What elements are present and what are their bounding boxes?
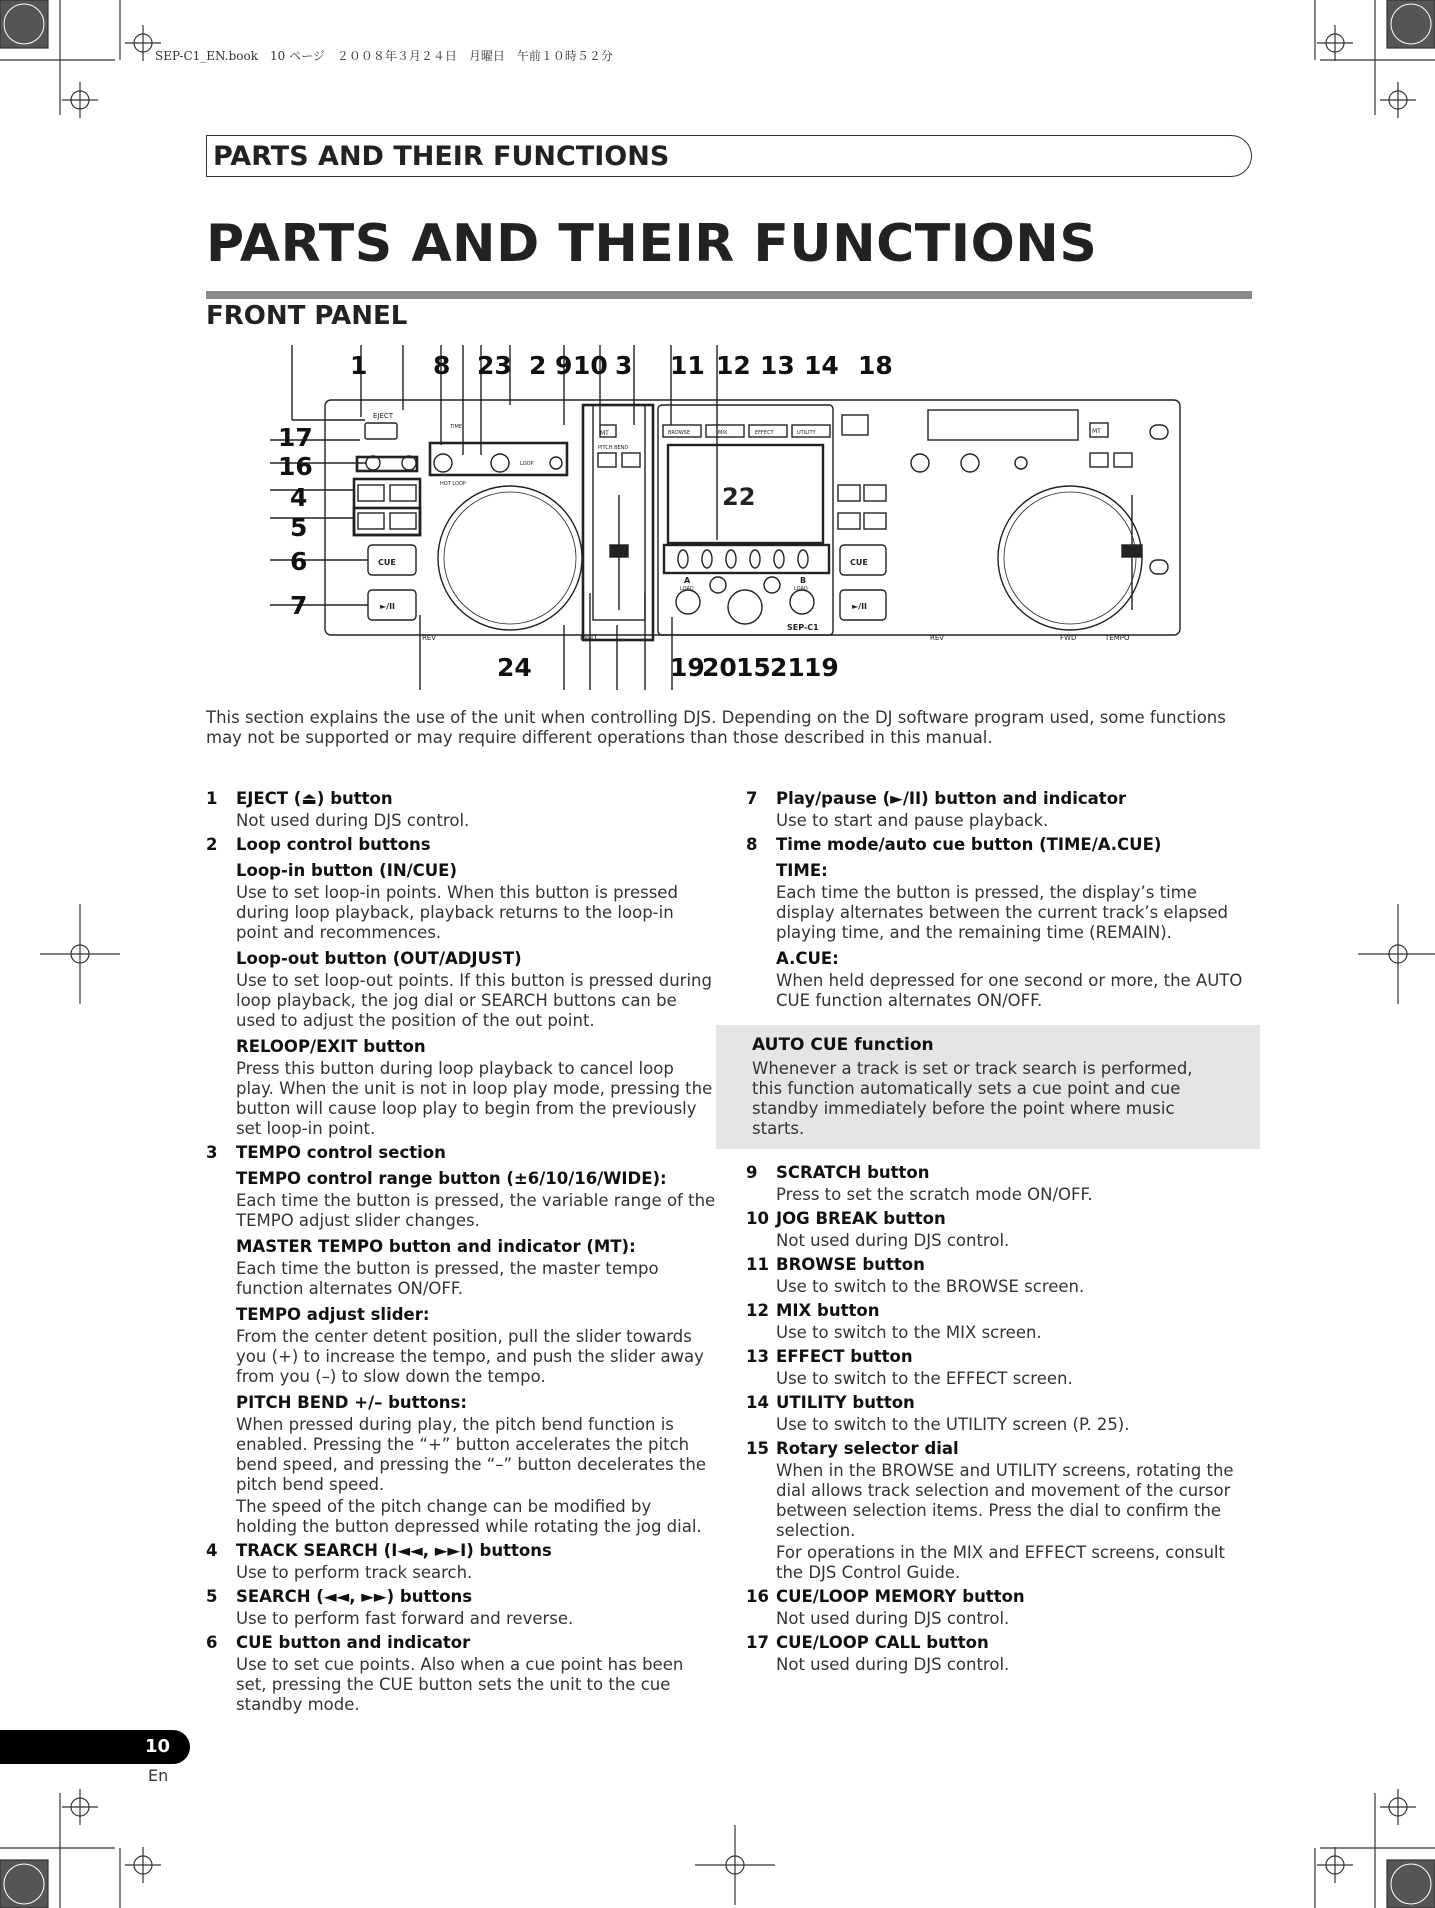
item-16 [746,1587,1254,1629]
item-title: TEMPO control section [236,1143,446,1162]
label-mt-left: MT [600,430,609,437]
callout-17: 17 [278,423,313,452]
item-body: Use to set cue points. Also when a cue point has been set, pressing the CUE button sets the unit to the cue standby mode. [236,1655,684,1714]
item-10 [746,1209,1254,1251]
item-subheading: Loop-out button (OUT/ADJUST) [236,949,522,968]
item-subheading: RELOOP/EXIT button [236,1037,426,1056]
label-rev-right: REV [930,634,945,642]
item-title: SEARCH (◄◄, ►►) buttons [236,1587,473,1606]
item-subheading: PITCH BEND +/– buttons: [236,1393,467,1412]
label-eject: EJECT [373,412,394,420]
item-body: Use to switch to the EFFECT screen. [776,1369,1073,1388]
intro-paragraph: This section explains the use of the unit when controlling DJS. Depending on the DJ software program used, some functions may not be supported or may require different operations than those described in this manual. [206,708,1226,747]
item-body: Not used during DJS control. [776,1609,1010,1628]
item-6 [206,1633,716,1715]
label-b: B [800,576,807,585]
item-title: MIX button [776,1301,880,1320]
item-subtext: Each time the button is pressed, the variable range of the TEMPO adjust slider changes. [236,1191,716,1230]
item-number: 12 [746,1301,769,1320]
item-number: 13 [746,1347,769,1366]
callout-13: 13 [760,351,795,380]
label-hot-loop: HOT LOOP [440,481,466,487]
callout-7: 7 [290,591,308,620]
item-1 [206,789,716,831]
section-tab-label: PARTS AND THEIR FUNCTIONS [213,141,670,172]
item-17 [746,1633,1254,1675]
item-body: Use to switch to the BROWSE screen. [776,1277,1085,1296]
screen-number: 22 [722,483,756,511]
callout-5: 5 [290,513,308,542]
item-4 [206,1541,716,1583]
section-subtitle: FRONT PANEL [206,301,408,331]
callout-8: 8 [433,351,451,380]
label-cue-left: CUE [378,558,396,567]
page-number-badge [0,1730,190,1764]
auto-cue-box [716,1025,1260,1149]
callout-1: 1 [350,351,368,380]
item-subheading: TEMPO adjust slider: [236,1305,430,1324]
item-number: 5 [206,1587,218,1606]
item-title: Rotary selector dial [776,1439,959,1458]
item-number: 16 [746,1587,769,1606]
item-number: 3 [206,1143,218,1162]
model-name: SEP-C1 [787,623,819,632]
item-3 [206,1143,716,1537]
item-body: Press to set the scratch mode ON/OFF. [776,1185,1093,1204]
item-number: 8 [746,835,758,854]
item-12 [746,1301,1254,1343]
item-title: CUE/LOOP CALL button [776,1633,989,1652]
callout-9: 9 [555,351,573,380]
item-subtext: Press this button during loop playback to cancel loop play. When the unit is not in loop play mode, pressing the button will cause loop play to begin from the previously set loop-in point. [236,1059,713,1138]
label-fwd-left: FWD [580,634,597,642]
label-a: A [684,576,691,585]
item-title: CUE/LOOP MEMORY button [776,1587,1025,1606]
item-14 [746,1393,1254,1435]
front-panel-diagram [270,345,1200,690]
item-title: EJECT (⏏) button [236,789,393,808]
item-subheading: Loop-in button (IN/CUE) [236,861,457,880]
right-column [746,789,1254,1679]
item-subheading: TEMPO control range button (±6/10/16/WIDE): [236,1169,667,1188]
item-title: EFFECT button [776,1347,913,1366]
section-tab [206,135,1252,177]
label-pitch-bend-left: PITCH BEND [598,445,629,451]
language-code: En [148,1766,169,1785]
item-subheading: MASTER TEMPO button and indicator (MT): [236,1237,636,1256]
item-body: Not used during DJS control. [776,1655,1010,1674]
item-subheading: TIME: [776,861,828,880]
item-number: 14 [746,1393,769,1412]
item-8 [746,835,1254,1011]
item-number: 7 [746,789,758,808]
item-title: JOG BREAK button [776,1209,946,1228]
item-subtext: When pressed during play, the pitch bend function is enabled. Pressing the “+” button accelerates the pitch bend speed, and pressing the “–” button decelerates the pitch bend speed. [236,1415,707,1494]
page-title: PARTS AND THEIR FUNCTIONS [206,214,1098,274]
item-5 [206,1587,716,1629]
item-body: When in the BROWSE and UTILITY screens, rotating the dial allows track selection and movement of the cursor between selection items. Press the dial to confirm the selection. [776,1461,1234,1540]
left-column [206,789,716,1719]
callout-4: 4 [290,483,308,512]
callout-15: 15 [736,653,771,682]
item-11 [746,1255,1254,1297]
item-body: For operations in the MIX and EFFECT screens, consult the DJS Control Guide. [776,1543,1225,1582]
item-number: 4 [206,1541,218,1560]
item-title: Loop control buttons [236,835,431,854]
item-subtext: Use to set loop-in points. When this button is pressed during loop playback, playback returns to the loop-in point and recommences. [236,883,678,942]
label-cue-right: CUE [850,558,868,567]
item-2 [206,835,716,1139]
label-load-b: LOAD [794,586,808,592]
item-number: 17 [746,1633,769,1652]
item-number: 6 [206,1633,218,1652]
item-subtext: Use to set loop-out points. If this button is pressed during loop playback, the jog dial or SEARCH buttons can be used to adjust the position of the out point. [236,971,712,1030]
item-body: Not used during DJS control. [236,811,470,830]
callout-3: 3 [615,351,633,380]
item-body: Not used during DJS control. [776,1231,1010,1250]
item-title: SCRATCH button [776,1163,930,1182]
label-loop: LOOP [520,461,534,467]
item-number: 11 [746,1255,769,1274]
label-browse: BROWSE [668,430,691,436]
callout-21: 21 [770,653,805,682]
item-subheading: A.CUE: [776,949,839,968]
callout-6: 6 [290,547,308,576]
label-mix: MIX [718,430,728,436]
item-9 [746,1163,1254,1205]
item-title: BROWSE button [776,1255,925,1274]
item-15 [746,1439,1254,1583]
item-subtext: Each time the button is pressed, the master tempo function alternates ON/OFF. [236,1259,659,1298]
label-effect: EFFECT [755,430,774,436]
item-number: 9 [746,1163,758,1182]
item-subtext: Each time the button is pressed, the display’s time display alternates between the current track’s elapsed playing time, and the remaining time (REMAIN). [776,883,1228,942]
callout-18: 18 [858,351,893,380]
callout-20: 20 [702,653,737,682]
label-time: TIME [450,424,463,430]
label-play-left: ►/II [380,602,396,611]
item-title: CUE button and indicator [236,1633,471,1652]
auto-cue-box-text: Whenever a track is set or track search is performed, this function automatically sets a cue point and cue standby immediately before the point where music starts. [752,1059,1193,1138]
callout-23: 23 [477,351,512,380]
item-title: Time mode/auto cue button (TIME/A.CUE) [776,835,1162,854]
item-number: 2 [206,835,218,854]
callout-19b: 19 [804,653,839,682]
item-body: Use to perform fast forward and reverse. [236,1609,574,1628]
front-panel-drawing [270,345,1200,690]
label-rev-left: REV [422,634,437,642]
label-tempo-right: TEMPO [1105,634,1130,642]
label-mt-right: MT [1092,428,1101,435]
label-load-a: LOAD [680,586,694,592]
item-body: Use to switch to the UTILITY screen (P. 25). [776,1415,1130,1434]
auto-cue-box-title: AUTO CUE function [752,1035,934,1055]
callout-10: 10 [573,351,608,380]
right-items-a [746,789,1254,1011]
callout-2: 2 [529,351,547,380]
label-play-right: ►/II [852,602,868,611]
item-subtext: From the center detent position, pull the slider towards you (+) to increase the tempo, and push the slider away from you (–) to slow down the tempo. [236,1327,704,1386]
item-title: UTILITY button [776,1393,915,1412]
item-number: 10 [746,1209,769,1228]
page-number: 10 [144,1736,170,1757]
right-items-b [746,1163,1254,1675]
item-body: Use to switch to the MIX screen. [776,1323,1042,1342]
item-body: Use to start and pause playback. [776,811,1049,830]
item-subtext: The speed of the pitch change can be modified by holding the button depressed while rotating the jog dial. [236,1497,702,1536]
item-number: 15 [746,1439,769,1458]
label-fwd-right: FWD [1060,634,1077,642]
callout-24: 24 [497,653,532,682]
item-number: 1 [206,789,218,808]
item-title: TRACK SEARCH (I◄◄, ►►I) buttons [236,1541,552,1560]
item-7 [746,789,1254,831]
title-rule [206,291,1252,299]
item-title: Play/pause (►/II) button and indicator [776,789,1127,808]
item-body: Use to perform track search. [236,1563,473,1582]
callout-19a: 19 [670,653,705,682]
callout-11: 11 [670,351,705,380]
callout-14: 14 [804,351,839,380]
label-utility: UTILITY [797,430,816,436]
file-header: SEP-C1_EN.book 10 ページ ２００８年３月２４日 月曜日 午前１０時５２分 [155,49,613,63]
callout-16: 16 [278,452,313,481]
item-13 [746,1347,1254,1389]
callout-12: 12 [716,351,751,380]
item-subtext: When held depressed for one second or more, the AUTO CUE function alternates ON/OFF. [776,971,1243,1010]
